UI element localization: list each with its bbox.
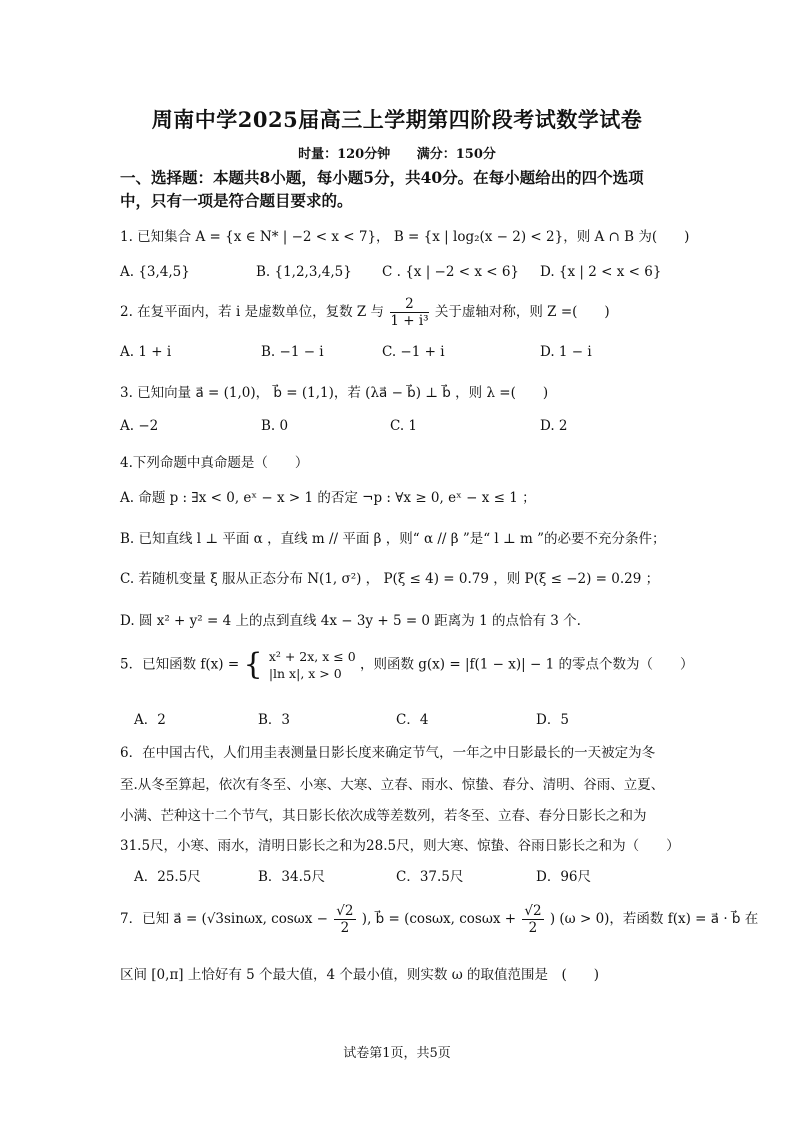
q4-option-a: A. 命题 p : ∃x < 0, eˣ − x > 1 的否定 ¬p : ∀x ≥ 0, eˣ − x ≤ 1 ； (120, 490, 536, 506)
time-limit: 时量：120分钟 (298, 147, 391, 162)
q6-option-c: C．37.5尺 (396, 869, 464, 885)
q7-fraction-1 (334, 903, 355, 936)
q7-frac1-den: 2 (340, 920, 350, 936)
exam-info (0, 143, 794, 162)
q2-option-a: A. 1 + i (120, 344, 172, 360)
q2-frac-num: 2 (390, 296, 428, 313)
question-6-line-4: 31.5尺，小寒、雨水，清明日影长之和为28.5尺，则大寒、惊蛰、谷雨日影长之和为（ ） (120, 838, 680, 854)
q2-option-c: C. −1 + i (382, 344, 445, 360)
question-7-stem (120, 903, 758, 936)
q1-option-d: D. {x | 2 < x < 6} (540, 264, 662, 280)
q5-option-d: D．5 (536, 712, 569, 728)
q6-option-b: B．34.5尺 (258, 869, 325, 885)
question-3-stem: 3. 已知向量 a⃗ = (1,0)， b⃗ = (1,1)，若 (λa⃗ − b⃗) ⊥ b⃗ ，则 λ =( ) (120, 385, 549, 401)
exam-title: 周南中学2025届高三上学期第四阶段考试数学试卷 (151, 107, 643, 132)
section-heading-line1: 一、选择题：本题共8小题，每小题5分，共40分。在每小题给出的四个选项 (120, 168, 644, 187)
section-heading-line2: 中，只有一项是符合题目要求的。 (120, 191, 353, 210)
q6-option-d: D．96尺 (536, 869, 592, 885)
q6-option-a: A．25.5尺 (134, 869, 201, 885)
q5-case-2: |ln x|, x > 0 (268, 666, 342, 681)
q2-option-d: D. 1 − i (540, 344, 592, 360)
q1-option-c: C . {x | −2 < x < 6} (382, 264, 520, 280)
q2-stem-pre: 2. 在复平面内，若 i 是虚数单位，复数 Z 与 (120, 304, 385, 320)
question-1-options (120, 264, 680, 286)
q5-option-b: B．3 (258, 712, 291, 728)
q5-stem-post: ，则函数 g(x) = |f(1 − x)| − 1 的零点个数为（ ） (359, 656, 694, 673)
q5-option-a: A．2 (134, 712, 166, 728)
q1-option-a: A. {3,4,5} (120, 264, 190, 280)
question-6-options (134, 865, 694, 887)
q7-frac2-num: √2 (524, 903, 542, 919)
question-5-stem (120, 648, 693, 682)
q7-frac1-num: √2 (336, 903, 354, 919)
question-2-options (120, 344, 680, 366)
q5-stem-pre: 5．已知函数 f(x) = (120, 656, 240, 673)
question-7-line-2: 区间 [0,π] 上恰好有 5 个最大值，4 个最小值，则实数 ω 的取值范围是 ( ) (120, 967, 600, 983)
q2-option-b: B. −1 − i (261, 344, 324, 360)
q1-option-b: B. {1,2,3,4,5} (256, 264, 352, 280)
q5-cases (269, 648, 356, 682)
q4-option-b: B. 已知直线 l ⊥ 平面 α ，直线 m // 平面 β ，则“ α // β ”是“ l ⊥ m ”的必要不充分条件； (120, 531, 666, 547)
q2-fraction (390, 296, 428, 329)
q7-frac2-den: 2 (528, 920, 538, 936)
q3-option-b: B. 0 (261, 418, 289, 434)
q3-option-c: C. 1 (390, 418, 418, 434)
question-6-line-1: 6．在中国古代，人们用圭表测量日影长度来确定节气，一年之中日影最长的一天被定为冬 (120, 745, 656, 761)
question-6-line-3: 小满、芒种这十二个节气，其日影长依次成等差数列，若冬至、立春、春分日影长之和为 (120, 808, 647, 824)
q7-part-3: ) (ω > 0)，若函数 f(x) = a⃗ · b⃗ 在 (549, 911, 759, 927)
question-3-options (120, 418, 680, 440)
q5-case-1: x² + 2x, x ≤ 0 (268, 649, 356, 664)
question-1-stem: 1. 已知集合 A = {x ∈ N* | −2 < x < 7}， B = {x | log₂(x − 2) < 2}，则 A ∩ B 为( ) (120, 229, 690, 245)
q2-stem-post: 关于虚轴对称，则 Z =( ) (434, 304, 610, 320)
q4-option-c: C. 若随机变量 ξ 服从正态分布 N(1, σ²) ， P(ξ ≤ 4) = 0.79 ，则 P(ξ ≤ −2) = 0.29 ； (120, 571, 660, 587)
q7-part-1: 7．已知 a⃗ = (√3sinωx, cosωx − (120, 911, 328, 927)
page-footer: 试卷第1页，共5页 (343, 1046, 451, 1061)
question-5-options (134, 708, 694, 730)
q5-option-c: C．4 (396, 712, 429, 728)
full-score: 满分：150分 (416, 147, 496, 162)
q2-frac-den: 1 + i³ (390, 313, 429, 329)
q4-option-d: D. 圆 x² + y² = 4 上的点到直线 4x − 3y + 5 = 0 距离为 1 的点恰有 3 个. (120, 613, 581, 629)
question-4-stem: 4.下列命题中真命题是（ ） (120, 455, 309, 471)
question-2-stem (120, 296, 610, 329)
q7-part-2: ), b⃗ = (cosωx, cosωx + (361, 911, 517, 927)
q7-fraction-2 (522, 903, 543, 936)
q3-option-d: D. 2 (540, 418, 568, 434)
q5-brace: { (243, 647, 263, 682)
q3-option-a: A. −2 (120, 418, 159, 434)
question-6-line-2: 至.从冬至算起，依次有冬至、小寒、大寒、立春、雨水、惊蛰、春分、清明、谷雨、立夏、 (120, 777, 665, 793)
